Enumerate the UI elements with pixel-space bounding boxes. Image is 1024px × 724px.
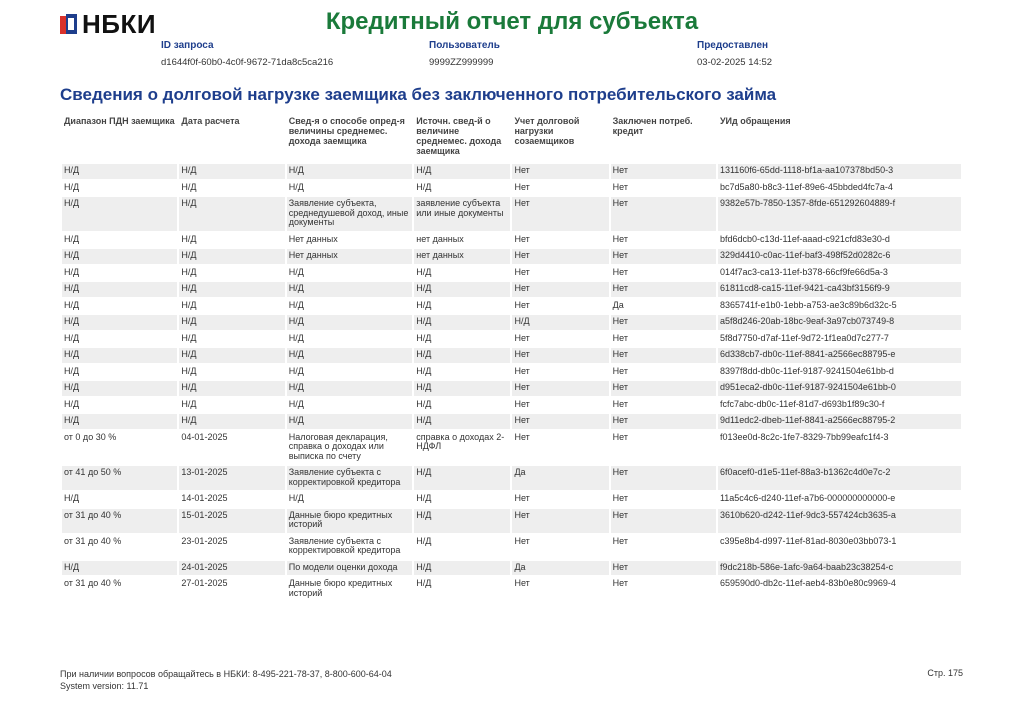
cell-income-method: Заявление субъекта с корректировкой кредитора xyxy=(287,466,413,490)
cell-pdn-range: Н/Д xyxy=(64,398,80,409)
cell-pdn-range: Н/Д xyxy=(64,181,80,192)
cell-loan-concluded: Нет xyxy=(612,233,628,244)
cell-calc-date: Н/Д xyxy=(179,315,284,330)
cell-income-method: Заявление субъекта с корректировкой кредитора xyxy=(288,535,401,555)
cell-coborrowers: Нет xyxy=(512,282,608,297)
request-id-block xyxy=(161,40,333,68)
cell-calc-date: 24-01-2025 xyxy=(179,561,284,576)
cell-loan-concluded: Нет xyxy=(611,509,716,533)
cell-income-method: Н/Д xyxy=(287,164,413,179)
cell-income-method: Н/Д xyxy=(287,282,413,297)
user-block xyxy=(429,40,500,68)
page-title: Кредитный отчет для субъекта xyxy=(325,8,699,35)
cell-pdn-range: Н/Д xyxy=(62,249,177,264)
table-row xyxy=(62,181,961,196)
cell-income-source: Н/Д xyxy=(416,535,432,546)
cell-coborrowers: Нет xyxy=(514,535,530,546)
cell-income-method: Нет данных xyxy=(287,249,413,264)
cell-income-source: Н/Д xyxy=(416,578,432,588)
cell-income-method: Данные бюро кредитных историй xyxy=(288,578,393,598)
table-row xyxy=(62,197,961,231)
user-value: 9999ZZ999999 xyxy=(429,57,494,68)
table-row xyxy=(62,398,961,413)
cell-calc-date: 04-01-2025 xyxy=(181,431,228,442)
cell-calc-date: 23-01-2025 xyxy=(181,535,228,546)
table-row xyxy=(62,535,961,559)
cell-coborrowers: Нет xyxy=(514,266,530,277)
cell-request-uid: 9d11edc2-dbeb-11ef-8841-a2566ec88795-2 xyxy=(718,414,961,429)
cell-pdn-range: от 31 до 40 % xyxy=(62,509,177,533)
cell-income-source: Н/Д xyxy=(414,381,510,396)
cell-income-method: Н/Д xyxy=(288,181,304,192)
cell-calc-date: Н/Д xyxy=(181,233,197,244)
cell-loan-concluded: Нет xyxy=(612,578,628,588)
table-row xyxy=(62,431,961,465)
cell-income-source: Н/Д xyxy=(414,164,510,179)
cell-loan-concluded: Нет xyxy=(611,348,716,363)
cell-calc-date: Н/Д xyxy=(181,332,197,343)
cell-request-uid: 8397f8dd-db0c-11ef-9187-9241504e61bb-d xyxy=(719,365,894,376)
cell-calc-date: Н/Д xyxy=(179,282,284,297)
cell-pdn-range: Н/Д xyxy=(62,282,177,297)
cell-income-source: Н/Д xyxy=(414,282,510,297)
col-income-method: Свед-я о способе опред-я величины среднемес. дохода заемщика xyxy=(288,116,405,146)
cell-loan-concluded: Нет xyxy=(611,164,716,179)
cell-pdn-range: Н/Д xyxy=(64,266,80,277)
cell-request-uid: 5f8d7750-d7af-11ef-9d72-1f1ea0d7c277-7 xyxy=(719,332,889,343)
cell-loan-concluded: Нет xyxy=(611,282,716,297)
cell-income-source: Н/Д xyxy=(414,414,510,429)
cell-calc-date: Н/Д xyxy=(179,197,284,231)
cell-pdn-range: от 31 до 40 % xyxy=(64,535,122,546)
cell-income-method: Н/Д xyxy=(288,398,304,409)
footer-version: System version: 11.71 xyxy=(60,681,149,691)
col-income-source: Источн. свед-й о величине среднемес. дохода заемщика xyxy=(416,116,502,156)
cell-calc-date: Н/Д xyxy=(181,266,197,277)
cell-income-method: Н/Д xyxy=(288,332,304,343)
cell-income-method: Налоговая декларация, справка о доходах или выписка по счету xyxy=(288,431,388,461)
cell-coborrowers: Нет xyxy=(512,381,608,396)
cell-loan-concluded: Нет xyxy=(612,493,628,503)
cell-loan-concluded: Нет xyxy=(612,266,628,277)
cell-coborrowers: Нет xyxy=(514,332,530,343)
provided-block xyxy=(697,40,772,68)
cell-loan-concluded: Нет xyxy=(612,332,628,343)
cell-request-uid: f013ee0d-8c2c-1fe7-8329-7bb99eafc1f4-3 xyxy=(719,431,889,442)
cell-coborrowers: Нет xyxy=(512,509,608,533)
table-row xyxy=(62,348,961,363)
cell-coborrowers: Нет xyxy=(514,299,530,310)
cell-calc-date: Н/Д xyxy=(179,164,284,179)
cell-income-source: Н/Д xyxy=(416,181,432,192)
cell-income-method: Заявление субъекта, среднедушевой доход, иные документы xyxy=(287,197,413,231)
cell-pdn-range: Н/Д xyxy=(64,365,80,376)
cell-calc-date: Н/Д xyxy=(179,381,284,396)
cell-pdn-range: Н/Д xyxy=(62,348,177,363)
cell-calc-date: Н/Д xyxy=(181,398,197,409)
cell-income-source: справка о доходах 2-НДФЛ xyxy=(416,431,505,451)
cell-calc-date: 14-01-2025 xyxy=(181,493,228,503)
cell-pdn-range: от 31 до 40 % xyxy=(64,578,122,588)
cell-income-method: Н/Д xyxy=(288,299,304,310)
col-pdn-range: Диапазон ПДН заемщика xyxy=(64,116,175,126)
cell-coborrowers: Нет xyxy=(514,181,530,192)
table-row xyxy=(62,332,961,347)
cell-pdn-range: Н/Д xyxy=(64,299,80,310)
page-number: Стр. 175 xyxy=(927,668,963,678)
cell-income-source: нет данных xyxy=(414,249,510,264)
table-row xyxy=(62,299,961,314)
cell-request-uid: 131160f6-65dd-1118-bf1a-aa107378bd50-3 xyxy=(718,164,961,179)
user-label: Пользователь xyxy=(429,40,500,51)
cell-income-method: Н/Д xyxy=(288,365,304,376)
cell-request-uid: 11a5c4c6-d240-11ef-a7b6-000000000000-e xyxy=(719,493,896,503)
cell-income-source: Н/Д xyxy=(414,348,510,363)
cell-request-uid: 61811cd8-ca15-11ef-9421-ca43bf3156f9-9 xyxy=(718,282,961,297)
cell-loan-concluded: Нет xyxy=(611,197,716,231)
cell-request-uid: d951eca2-db0c-11ef-9187-9241504e61bb-0 xyxy=(718,381,961,396)
table-header-row xyxy=(62,116,961,162)
cell-request-uid: c395e8b4-d997-11ef-81ad-8030e03bb073-1 xyxy=(719,535,897,546)
cell-loan-concluded: Да xyxy=(612,299,624,310)
cell-request-uid: bc7d5a80-b8c3-11ef-89e6-45bbded4fc7a-4 xyxy=(719,181,893,192)
cell-coborrowers: Нет xyxy=(512,348,608,363)
cell-income-source: заявление субъекта или иные документы xyxy=(414,197,510,231)
cell-pdn-range: Н/Д xyxy=(62,315,177,330)
cell-loan-concluded: Нет xyxy=(612,365,628,376)
cell-income-source: Н/Д xyxy=(414,561,510,576)
cell-loan-concluded: Нет xyxy=(611,414,716,429)
cell-pdn-range: от 41 до 50 % xyxy=(62,466,177,490)
cell-income-source: Н/Д xyxy=(416,299,432,310)
table-row xyxy=(62,561,961,576)
cell-loan-concluded: Нет xyxy=(611,315,716,330)
cell-calc-date: Н/Д xyxy=(179,414,284,429)
col-request-uid: УИд обращения xyxy=(719,116,791,126)
cell-coborrowers: Нет xyxy=(512,249,608,264)
logo-text: НБКИ xyxy=(82,9,157,39)
cell-pdn-range: Н/Д xyxy=(62,197,177,231)
cell-income-source: Н/Д xyxy=(416,493,432,503)
cell-coborrowers: Нет xyxy=(512,414,608,429)
cell-coborrowers: Нет xyxy=(512,197,608,231)
cell-coborrowers: Нет xyxy=(514,431,530,442)
table-row xyxy=(62,466,961,490)
section-title: Сведения о долговой нагрузке заемщика без заключенного потребительского займа xyxy=(60,85,777,104)
cell-income-source: Н/Д xyxy=(416,365,432,376)
cell-pdn-range: Н/Д xyxy=(64,332,80,343)
table-row xyxy=(62,509,961,533)
cell-pdn-range: Н/Д xyxy=(62,381,177,396)
cell-calc-date: Н/Д xyxy=(179,249,284,264)
cell-request-uid: 6f0acef0-d1e5-11ef-88a3-b1362c4d0e7c-2 xyxy=(718,466,961,490)
cell-income-method: Н/Д xyxy=(287,348,413,363)
cell-coborrowers: Да xyxy=(512,466,608,490)
cell-income-method: Н/Д xyxy=(287,381,413,396)
cell-loan-concluded: Нет xyxy=(612,535,628,546)
cell-request-uid: 329d4410-c0ac-11ef-baf3-498f52d0282c-6 xyxy=(718,249,961,264)
cell-coborrowers: Нет xyxy=(512,164,608,179)
cell-income-source: Н/Д xyxy=(416,332,432,343)
cell-pdn-range: от 0 до 30 % xyxy=(64,431,117,442)
provided-label: Предоставлен xyxy=(697,40,769,51)
cell-calc-date: Н/Д xyxy=(181,181,197,192)
cell-request-uid: 8365741f-e1b0-1ebb-a753-ae3c89b6d32c-5 xyxy=(719,299,897,310)
cell-income-method: Н/Д xyxy=(288,266,304,277)
cell-coborrowers: Да xyxy=(512,561,608,576)
footer-contact: При наличии вопросов обращайтесь в НБКИ: 8-495-221-78-37, 8-800-600-64-04 xyxy=(60,669,392,679)
cell-income-method: Н/Д xyxy=(287,315,413,330)
cell-pdn-range: Н/Д xyxy=(62,561,177,576)
request-id-value: d1644f0f-60b0-4c0f-9672-71da8c5ca216 xyxy=(161,57,334,68)
cell-pdn-range: Н/Д xyxy=(64,493,80,503)
cell-pdn-range: Н/Д xyxy=(64,233,80,244)
cell-income-method: Нет данных xyxy=(288,233,338,244)
cell-income-source: Н/Д xyxy=(414,466,510,490)
debt-load-table xyxy=(60,114,963,603)
cell-loan-concluded: Нет xyxy=(612,431,628,442)
table-row xyxy=(62,365,961,380)
cell-calc-date: 27-01-2025 xyxy=(181,578,228,588)
cell-income-source: Н/Д xyxy=(416,266,432,277)
cell-calc-date: 15-01-2025 xyxy=(179,509,284,533)
cell-request-uid: 9382e57b-7850-1357-8fde-651292604889-f xyxy=(718,197,961,231)
cell-income-source: Н/Д xyxy=(416,398,432,409)
table-row xyxy=(62,282,961,297)
cell-request-uid: 6d338cb7-db0c-11ef-8841-a2566ec88795-e xyxy=(718,348,961,363)
cell-loan-concluded: Нет xyxy=(611,466,716,490)
cell-coborrowers: Нет xyxy=(514,233,530,244)
table-row xyxy=(62,249,961,264)
table-row xyxy=(62,492,961,507)
col-calc-date: Дата расчета xyxy=(181,116,240,126)
cell-income-source: Н/Д xyxy=(414,509,510,533)
col-coborrowers: Учет долговой нагрузки созаемщиков xyxy=(514,116,580,146)
table-row xyxy=(62,233,961,248)
cell-loan-concluded: Нет xyxy=(611,561,716,576)
cell-request-uid: 014f7ac3-ca13-11ef-b378-66cf9fe66d5a-3 xyxy=(719,266,888,277)
table-row xyxy=(62,315,961,330)
cell-income-source: нет данных xyxy=(416,233,464,244)
cell-loan-concluded: Нет xyxy=(612,398,628,409)
cell-loan-concluded: Нет xyxy=(611,381,716,396)
cell-income-method: Н/Д xyxy=(288,493,304,503)
cell-income-method: По модели оценки дохода xyxy=(287,561,413,576)
cell-calc-date: Н/Д xyxy=(179,348,284,363)
footer xyxy=(60,668,392,692)
cell-income-method: Н/Д xyxy=(287,414,413,429)
col-loan-concluded: Заключен потреб. кредит xyxy=(612,116,693,136)
cell-calc-date: Н/Д xyxy=(181,365,197,376)
provided-value: 03-02-2025 14:52 xyxy=(697,57,773,68)
table-row xyxy=(62,266,961,281)
cell-income-method: Данные бюро кредитных историй xyxy=(287,509,413,533)
cell-coborrowers: Нет xyxy=(514,578,530,588)
cell-request-uid: 3610b620-d242-11ef-9dc3-557424cb3635-a xyxy=(718,509,961,533)
cell-request-uid: f9dc218b-586e-1afc-9a64-baab23c38254-c xyxy=(718,561,961,576)
table-row xyxy=(62,164,961,179)
cell-coborrowers: Нет xyxy=(514,493,530,503)
request-id-label: ID запроса xyxy=(161,40,214,51)
cell-request-uid: 659590d0-db2c-11ef-aeb4-83b0e80c9969-4 xyxy=(719,578,896,588)
cell-coborrowers: Н/Д xyxy=(512,315,608,330)
cell-income-source: Н/Д xyxy=(414,315,510,330)
table-row xyxy=(62,381,961,396)
cell-request-uid: a5f8d246-20ab-18bc-9eaf-3a97cb073749-8 xyxy=(718,315,961,330)
table-row xyxy=(62,577,961,601)
cell-request-uid: bfd6dcb0-c13d-11ef-aaad-c921cfd83e30-d xyxy=(719,233,890,244)
cell-calc-date: Н/Д xyxy=(181,299,197,310)
cell-calc-date: 13-01-2025 xyxy=(179,466,284,490)
cell-coborrowers: Нет xyxy=(514,398,530,409)
cell-pdn-range: Н/Д xyxy=(62,164,177,179)
cell-coborrowers: Нет xyxy=(514,365,530,376)
cell-request-uid: fcfc7abc-db0c-11ef-81d7-d693b1f89c30-f xyxy=(719,398,885,409)
cell-loan-concluded: Нет xyxy=(612,181,628,192)
table-row xyxy=(62,414,961,429)
cell-loan-concluded: Нет xyxy=(611,249,716,264)
cell-pdn-range: Н/Д xyxy=(62,414,177,429)
